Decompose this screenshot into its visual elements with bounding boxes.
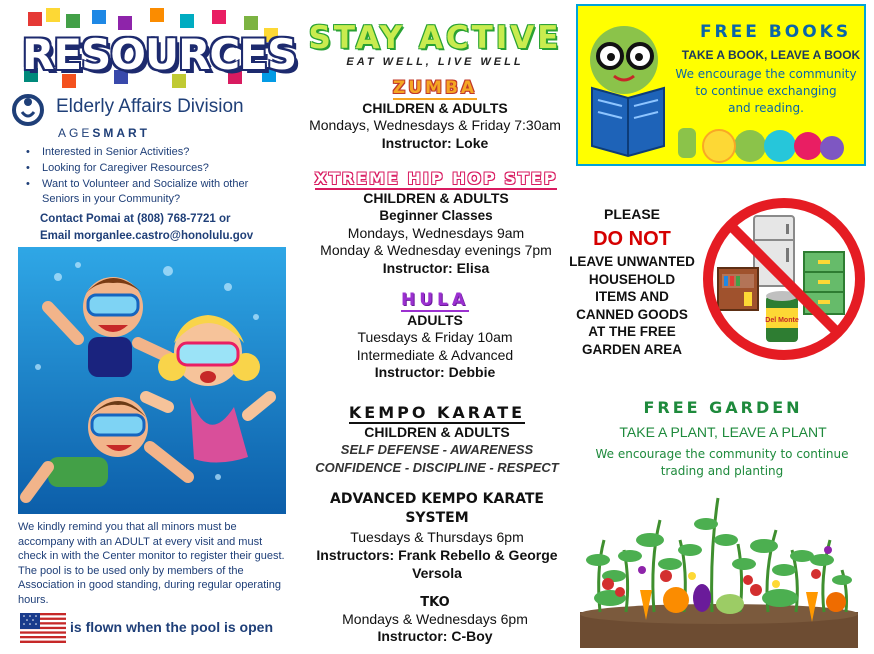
agesmart-smart: SMART [92,126,151,140]
free-books-desc-line: to continue exchanging [695,84,837,98]
tko-title: TKO [420,595,450,610]
logo-square [180,14,194,28]
stay-active-title: STAY ACTIVE [308,20,562,56]
free-garden-desc-line: trading and planting [660,464,784,478]
advanced-karate-schedule: Tuesdays & Thursdays 6pm [350,529,524,545]
free-books-title: FREE BOOKS [699,22,852,42]
flag-notice-text: is flown when the pool is open [70,619,273,635]
advanced-karate-title [300,490,574,528]
list-item: • Looking for Caregiver Resources? [26,161,284,176]
hiphop-instructor: Instructor: Elisa [382,259,490,276]
free-garden-title: FREE GARDEN [643,398,803,417]
karate-title: KEMPO KARATE [348,403,526,422]
zumba-class [300,80,570,152]
tko-class [300,594,570,645]
karate-class [300,404,574,476]
vegetable-garden-image [580,480,858,648]
contact-block [40,211,253,245]
tagline: EAT WELL, LIVE WELL [346,56,524,68]
hiphop-audience: CHILDREN & ADULTS [363,189,509,206]
free-books-desc-line: and reading. [728,101,804,115]
resource-bullet-list [26,145,284,208]
agesmart-wordmark [58,126,150,140]
do-not-line: GARDEN AREA [581,341,682,357]
free-books-subtitle: TAKE A BOOK, LEAVE A BOOK [681,48,861,62]
logo-square [46,8,60,22]
free-books-description [668,66,864,117]
resources-logo-text: RESOURCES [22,30,297,79]
logo-square [66,14,80,28]
us-flag-icon [20,613,66,643]
elderly-affairs-logo-icon [12,90,44,130]
advanced-karate-instructors-line1: Instructors: Frank Rebello & George [316,547,558,563]
hiphop-level: Beginner Classes [379,208,493,223]
zumba-instructor: Instructor: Loke [381,134,489,151]
hula-class [300,292,570,382]
karate-values-line1: SELF DEFENSE - AWARENESS [340,442,534,457]
logo-square [28,12,42,26]
free-garden-subtitle: TAKE A PLANT, LEAVE A PLANT [619,424,827,440]
free-garden-desc-line: We encourage the community to continue [595,447,849,461]
list-item: • Want to Volunteer and Socialize with other Seniors in your Community? [26,177,284,207]
tko-instructor: Instructor: C-Boy [377,628,493,644]
zumba-title: ZUMBA [392,78,478,98]
karate-values-line2: CONFIDENCE - DISCIPLINE - RESPECT [315,459,559,475]
do-not-line: CANNED GOODS [576,306,688,322]
hiphop-schedule-morning: Mondays, Wednesdays 9am [347,224,525,241]
zumba-audience: CHILDREN & ADULTS [362,99,508,116]
contact-email: Email morganlee.castro@honolulu.gov [40,230,254,242]
karate-audience: CHILDREN & ADULTS [364,423,510,440]
logo-square [92,10,106,24]
division-name: Elderly Affairs Division [56,96,244,117]
do-not-line: HOUSEHOLD [588,271,676,287]
hula-level: Intermediate & Advanced [356,346,514,363]
resources-logo [22,8,297,88]
hula-instructor: Instructor: Debbie [374,364,496,380]
tko-schedule: Mondays & Wednesdays 6pm [342,611,528,627]
do-not-line: ITEMS AND [595,289,669,304]
do-not-notice [558,206,706,358]
do-not-line: AT THE FREE [588,324,676,339]
contact-phone: Contact Pomai at (808) 768-7721 or [40,213,231,225]
logo-square [212,10,226,24]
agesmart-age: AGE [58,126,93,140]
do-not-line: LEAVE UNWANTED [569,254,695,269]
logo-square [244,16,258,30]
pool-reminder-text: We kindly remind you that all minors must be accompany with an ADULT at every visit and must check in with the Center monitor to register their guest. The pool is to be used only by members of the Association in good standing, during regular operating hours. [18,521,285,606]
hiphop-schedule-evening: Monday & Wednesday evenings 7pm [320,242,552,258]
advanced-karate-instructors-line2: Versola [412,565,462,581]
advanced-karate-title-line1: ADVANCED KEMPO KARATE [330,491,544,507]
zumba-schedule: Mondays, Wednesdays & Friday 7:30am [309,117,561,133]
logo-square [150,8,164,22]
free-books-desc-line: We encourage the community [675,67,857,81]
no-dumping-sign-icon [700,196,868,362]
please-label: PLEASE [603,206,660,222]
hiphop-class [278,170,594,277]
can-label: Del Monte [765,317,799,324]
hiphop-title: XTREME HIP HOP STEP [314,169,558,188]
advanced-karate-title-line2: SYSTEM [405,510,469,526]
logo-square [118,16,132,30]
list-item: • Interested in Senior Activities? [26,145,284,160]
hula-schedule: Tuesdays & Friday 10am [357,329,513,345]
do-not-label: DO NOT [593,228,671,250]
hula-audience: ADULTS [407,311,463,328]
hula-title: HULA [400,290,470,310]
free-books-panel [576,4,866,166]
free-garden-description [590,446,854,480]
do-not-body [558,253,706,358]
kids-swimming-image [18,247,286,514]
advanced-karate-class [300,490,574,582]
